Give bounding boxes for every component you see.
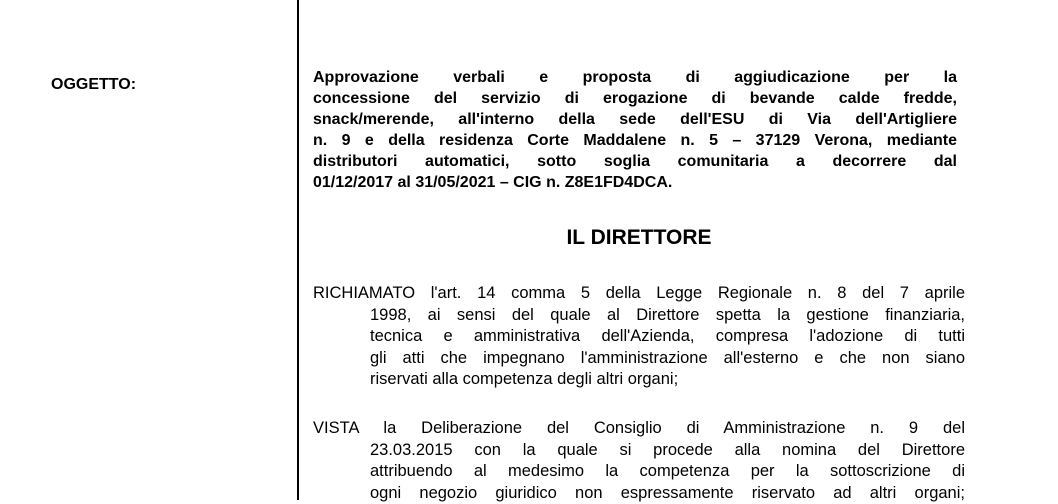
subject-line: concessione del servizio di erogazione di bevande calde fredde, bbox=[313, 88, 957, 109]
subject-line: distributori automatici, sotto soglia comunitaria a decorrere dal bbox=[313, 151, 957, 172]
subject-line: Approvazione verbali e proposta di aggiudicazione per la bbox=[313, 67, 957, 88]
column-divider bbox=[297, 0, 299, 500]
section-heading: IL DIRETTORE bbox=[313, 226, 965, 250]
paragraph-vista bbox=[313, 418, 965, 504]
paragraph-line: 1998, ai sensi del quale al Direttore spetta la gestione finanziaria, bbox=[370, 305, 965, 327]
oggetto-label: OGGETTO: bbox=[51, 76, 136, 94]
paragraph-line: riservati alla competenza degli altri organi; bbox=[370, 369, 965, 391]
paragraph-richiamato bbox=[313, 283, 965, 391]
paragraph-line: RICHIAMATO l'art. 14 comma 5 della Legge Regionale n. 8 del 7 aprile bbox=[313, 283, 965, 305]
subject-line: n. 9 e della residenza Corte Maddalene n. 5 – 37129 Verona, mediante bbox=[313, 130, 957, 151]
subject-text bbox=[313, 67, 957, 193]
paragraph-line: tecnica e amministrativa dell'Azienda, compresa l'adozione di tutti bbox=[370, 326, 965, 348]
paragraph-line: 23.03.2015 con la quale si procede alla nomina del Direttore bbox=[370, 440, 965, 462]
paragraph-line: ogni negozio giuridico non espressamente riservato ad altri organi; bbox=[370, 483, 965, 504]
paragraph-line: gli atti che impegnano l'amministrazione all'esterno e che non siano bbox=[370, 348, 965, 370]
subject-line: 01/12/2017 al 31/05/2021 – CIG n. Z8E1FD4DCA. bbox=[313, 172, 957, 193]
paragraph-line: attribuendo al medesimo la competenza per la sottoscrizione di bbox=[370, 461, 965, 483]
subject-line: snack/merende, all'interno della sede dell'ESU di Via dell'Artigliere bbox=[313, 109, 957, 130]
paragraph-line: VISTA la Deliberazione del Consiglio di Amministrazione n. 9 del bbox=[313, 418, 965, 440]
